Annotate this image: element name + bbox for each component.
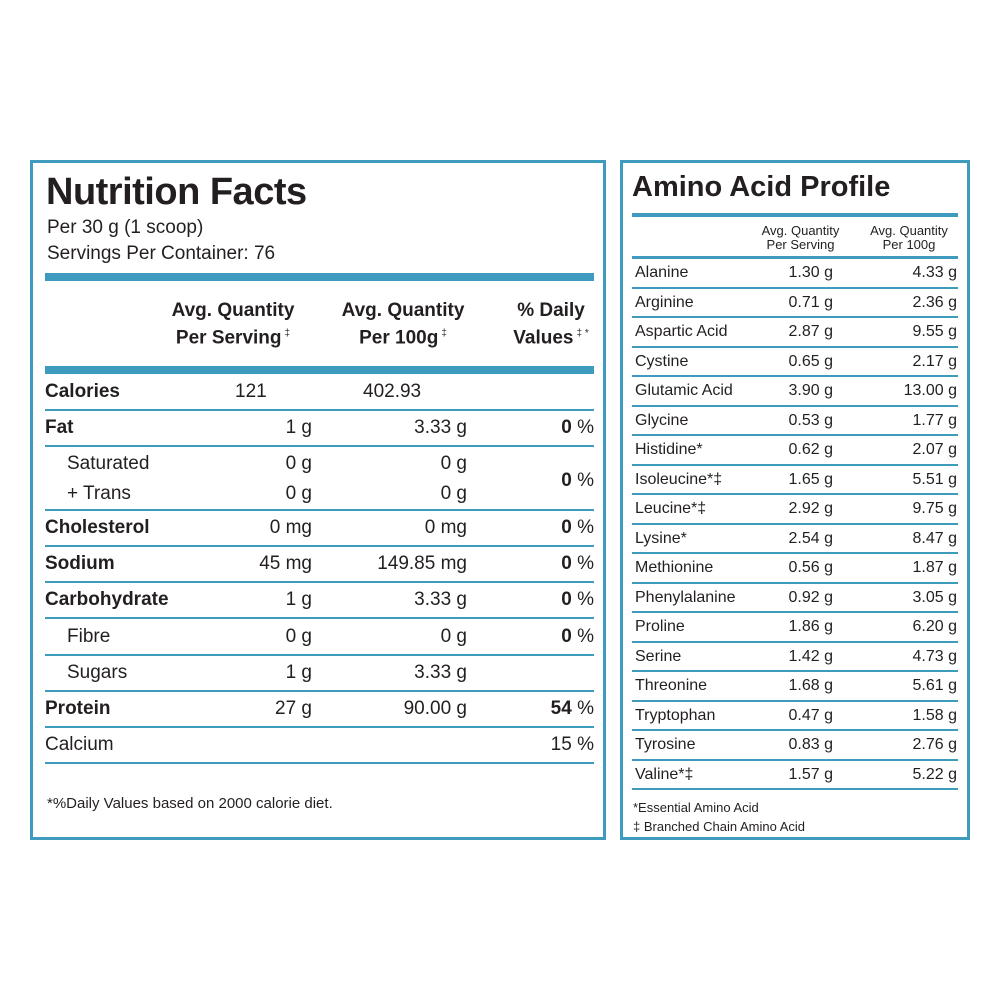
per-100g-value: 149.85 mg <box>377 553 467 574</box>
amino-header-per-100g: Avg. Quantity Per 100g <box>870 223 948 252</box>
daily-value: 54 % <box>550 698 594 719</box>
amino-per-serving: 0.56 g <box>788 559 833 576</box>
daily-value: 0 % <box>561 517 594 538</box>
nutrient-label: Protein <box>45 698 111 719</box>
amino-row <box>632 348 958 378</box>
amino-row <box>632 731 958 761</box>
nutrition-row-cholesterol <box>45 511 594 547</box>
nutrition-row-calories <box>45 375 594 411</box>
per-100g-value: 0 g <box>440 483 467 504</box>
header-daily-values: % Daily Values ‡ * <box>513 300 589 349</box>
amino-per-serving: 2.92 g <box>788 500 833 517</box>
amino-per-100g: 2.07 g <box>912 441 957 458</box>
nutrition-row-protein <box>45 692 594 728</box>
daily-value: 0 % <box>561 417 594 438</box>
amino-per-serving: 0.62 g <box>788 441 833 458</box>
nutrition-row-sodium <box>45 547 594 583</box>
amino-per-100g: 8.47 g <box>912 529 957 547</box>
header-per-serving: Avg. Quantity Per Serving ‡ <box>171 300 295 349</box>
nutrient-label: Fibre <box>67 626 111 647</box>
amino-per-serving: 0.83 g <box>788 736 833 753</box>
per-100g-value: 3.33 g <box>414 417 467 438</box>
amino-per-serving: 1.30 g <box>788 264 833 281</box>
amino-per-serving: 1.42 g <box>788 647 833 665</box>
amino-title: Amino Acid Profile <box>632 171 891 203</box>
amino-acid-name: Phenylalanine <box>635 588 736 606</box>
servings-per-container: Servings Per Container: 76 <box>47 243 276 264</box>
per-100g-value: 402.93 <box>363 381 422 402</box>
daily-value: 0 % <box>561 589 594 610</box>
amino-row <box>632 525 958 555</box>
amino-per-100g: 9.75 g <box>912 500 957 517</box>
amino-row <box>632 702 958 732</box>
amino-row <box>632 495 958 525</box>
amino-acid-name: Methionine <box>635 559 714 576</box>
amino-acid-name: Glycine <box>635 411 689 429</box>
amino-footnote-essential: *Essential Amino Acid <box>633 800 759 815</box>
amino-per-100g: 1.87 g <box>912 559 957 576</box>
nutrient-label: Cholesterol <box>45 517 150 538</box>
amino-footnote-bcaa: ‡ Branched Chain Amino Acid <box>633 819 805 834</box>
amino-per-serving: 1.57 g <box>788 765 833 783</box>
nutrition-facts-panel <box>30 160 606 840</box>
nutrition-row-saturated <box>45 449 594 491</box>
per-serving-value: 0 mg <box>269 517 312 538</box>
amino-per-100g: 2.36 g <box>912 293 957 311</box>
nutrition-row-carbohydrate <box>45 583 594 619</box>
amino-per-100g: 9.55 g <box>912 323 957 340</box>
per-100g-value: 3.33 g <box>414 662 467 683</box>
amino-acid-name: Tyrosine <box>635 736 696 753</box>
per-serving-value: 0 g <box>285 453 312 474</box>
amino-per-100g: 4.73 g <box>912 647 957 665</box>
amino-acid-name: Valine*‡ <box>635 765 694 783</box>
per-serving-value: 1 g <box>285 662 312 683</box>
amino-row <box>632 259 958 289</box>
daily-value: 0 % <box>561 470 594 491</box>
nutrient-label: + Trans <box>67 483 131 504</box>
amino-per-serving: 0.92 g <box>788 588 833 606</box>
amino-row <box>632 289 958 319</box>
nutrition-row-fat <box>45 411 594 447</box>
per-serving-value: 121 <box>235 381 267 402</box>
amino-row <box>632 672 958 702</box>
amino-per-100g: 3.05 g <box>912 588 957 606</box>
amino-acid-name: Tryptophan <box>635 706 716 724</box>
nutrition-title: Nutrition Facts <box>46 171 307 213</box>
amino-per-100g: 2.76 g <box>912 736 957 753</box>
amino-acid-name: Leucine*‡ <box>635 500 707 517</box>
amino-per-serving: 0.53 g <box>788 411 833 429</box>
amino-per-100g: 5.22 g <box>912 765 957 783</box>
amino-row <box>632 643 958 673</box>
daily-value: 0 % <box>561 626 594 647</box>
amino-acid-name: Histidine* <box>635 441 703 458</box>
nutrition-row-calcium <box>45 728 594 764</box>
amino-per-100g: 5.61 g <box>912 677 957 694</box>
amino-row <box>632 436 958 466</box>
daily-value: 0 % <box>561 553 594 574</box>
amino-row <box>632 377 958 407</box>
amino-acid-name: Cystine <box>635 352 689 370</box>
amino-per-100g: 1.58 g <box>912 706 957 724</box>
per-serving-value: 1 g <box>285 589 312 610</box>
amino-acid-name: Aspartic Acid <box>635 323 728 340</box>
per-100g-value: 3.33 g <box>414 589 467 610</box>
serving-size: Per 30 g (1 scoop) <box>47 217 204 238</box>
nutrient-label: Saturated <box>67 453 150 474</box>
amino-row <box>632 318 958 348</box>
nutrient-label: Fat <box>45 417 74 438</box>
amino-acid-name: Threonine <box>635 677 708 694</box>
amino-acid-name: Serine <box>635 647 682 665</box>
amino-per-serving: 3.90 g <box>788 382 833 399</box>
nutrient-label: Calcium <box>45 734 114 755</box>
amino-top-divider <box>632 213 958 217</box>
amino-per-100g: 4.33 g <box>912 264 957 281</box>
nutrient-label: Sugars <box>67 662 128 683</box>
header-per-100g: Avg. Quantity Per 100g ‡ <box>341 300 465 349</box>
nutrition-footnote: *%Daily Values based on 2000 calorie diet. <box>47 795 333 812</box>
amino-row <box>632 466 958 496</box>
amino-acid-name: Lysine* <box>635 529 687 547</box>
amino-row <box>632 407 958 437</box>
nutrition-row-sugars <box>45 656 594 692</box>
amino-row <box>632 613 958 643</box>
nutrient-label: Carbohydrate <box>45 589 169 610</box>
amino-acid-name: Isoleucine*‡ <box>635 470 723 488</box>
per-serving-value: 45 mg <box>259 553 312 574</box>
amino-per-100g: 13.00 g <box>903 382 957 399</box>
per-serving-value: 0 g <box>285 483 312 504</box>
amino-per-serving: 0.47 g <box>788 706 833 724</box>
amino-per-serving: 2.87 g <box>788 323 833 340</box>
amino-row <box>632 761 958 791</box>
per-100g-value: 90.00 g <box>403 698 467 719</box>
amino-acid-name: Arginine <box>635 293 694 311</box>
amino-row <box>632 554 958 584</box>
amino-per-serving: 1.86 g <box>788 618 833 635</box>
amino-acid-panel <box>620 160 970 840</box>
amino-per-100g: 2.17 g <box>912 352 957 370</box>
header-divider <box>45 366 594 374</box>
per-serving-value: 1 g <box>285 417 312 438</box>
amino-per-serving: 1.68 g <box>788 677 833 694</box>
top-divider <box>45 273 594 281</box>
daily-value: 15 % <box>550 734 594 755</box>
amino-acid-name: Proline <box>635 618 685 635</box>
amino-per-100g: 1.77 g <box>912 411 957 429</box>
nutrition-row-fibre <box>45 620 594 656</box>
per-100g-value: 0 g <box>440 626 467 647</box>
per-100g-value: 0 mg <box>424 517 467 538</box>
nutrition-row-trans <box>45 479 594 511</box>
nutrient-label: Sodium <box>45 553 115 574</box>
amino-per-serving: 1.65 g <box>788 470 833 488</box>
amino-acid-name: Alanine <box>635 264 689 281</box>
per-serving-value: 27 g <box>275 698 312 719</box>
amino-acid-name: Glutamic Acid <box>635 382 733 399</box>
amino-per-serving: 0.65 g <box>788 352 833 370</box>
per-100g-value: 0 g <box>440 453 467 474</box>
amino-per-100g: 6.20 g <box>912 618 957 635</box>
amino-header-per-serving: Avg. Quantity Per Serving <box>761 223 840 252</box>
amino-row <box>632 584 958 614</box>
per-serving-value: 0 g <box>285 626 312 647</box>
amino-per-serving: 0.71 g <box>788 293 833 311</box>
amino-per-serving: 2.54 g <box>788 529 833 547</box>
nutrient-label: Calories <box>45 381 120 402</box>
amino-per-100g: 5.51 g <box>912 470 957 488</box>
